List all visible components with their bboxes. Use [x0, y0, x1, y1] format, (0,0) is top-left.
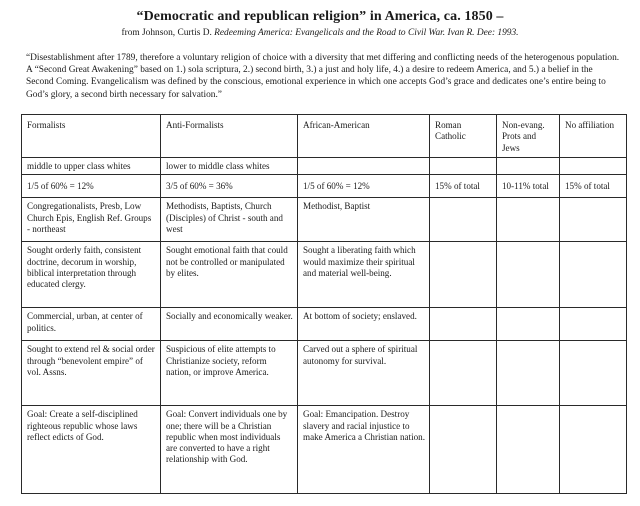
table-cell: [430, 158, 497, 175]
table-cell: Sought emotional faith that could not be controlled or manipulated by elites.: [161, 242, 298, 308]
table-cell: [430, 406, 497, 494]
table-cell: [560, 308, 627, 341]
table-cell: At bottom of society; enslaved.: [298, 308, 430, 341]
source-book: Redeeming America: Evangelicals and the Road to Civil War. Ivan R. Dee: 1993.: [214, 28, 519, 38]
table-cell: [497, 198, 560, 242]
table-row: [22, 341, 627, 406]
table-cell: [497, 308, 560, 341]
share-row: [22, 175, 627, 198]
header-cell: Anti-Formalists: [161, 115, 298, 158]
table-cell: Sought orderly faith, consistent doctrine, decorum in worship, biblical interpretation through educated clergy.: [22, 242, 161, 308]
table-row: [22, 198, 627, 242]
table-cell: 10-11% total: [497, 175, 560, 198]
table-cell: Methodists, Baptists, Church (Disciples) of Christ - south and west: [161, 198, 298, 242]
table-cell: Goal: Convert individuals one by one; there will be a Christian republic when most individuals are converted to have a right relationship with God.: [161, 406, 298, 494]
table-cell: lower to middle class whites: [161, 158, 298, 175]
table-header-row: [22, 115, 627, 158]
table-cell: 15% of total: [560, 175, 627, 198]
table-cell: [560, 158, 627, 175]
table-cell: 1/5 of 60% = 12%: [298, 175, 430, 198]
table-cell: 1/5 of 60% = 12%: [22, 175, 161, 198]
table-cell: [497, 341, 560, 406]
quote-paragraph: “Disestablishment after 1789, therefore a voluntary religion of choice with a diversity that met differing and conflicting needs of the heterogenous population. A “Second Great Awakening” based on 1.) sola scriptura, 2.) second birth, 3.) a just and holy life, 4.) a desire to redeem America, and 5.) a belief in the Second Coming. Evangelicalism was defined by the conscious, emotional experience in which one accepts God’s grace and dedicates one’s entire being to God’s glory, a second birth necessary for salvation.”: [26, 53, 620, 100]
header-cell: Formalists: [22, 115, 161, 158]
header-cell: No affiliation: [560, 115, 627, 158]
table-cell: [560, 341, 627, 406]
table-cell: Commercial, urban, at center of politics.: [22, 308, 161, 341]
source-citation: [0, 28, 640, 38]
class-row: [22, 158, 627, 175]
table-cell: Goal: Emancipation. Destroy slavery and racial injustice to make America a Christian nation.: [298, 406, 430, 494]
table-cell: [497, 242, 560, 308]
table-cell: [430, 242, 497, 308]
table-row: [22, 406, 627, 494]
table-cell: middle to upper class whites: [22, 158, 161, 175]
table-cell: [497, 406, 560, 494]
table-cell: Socially and economically weaker.: [161, 308, 298, 341]
table-cell: [430, 198, 497, 242]
header-cell: Roman Catholic: [430, 115, 497, 158]
table-row: [22, 308, 627, 341]
header-cell: African-American: [298, 115, 430, 158]
table-cell: Suspicious of elite attempts to Christianize society, reform nation, or improve America.: [161, 341, 298, 406]
table-cell: [560, 406, 627, 494]
header-cell: Non-evang. Prots and Jews: [497, 115, 560, 158]
table-cell: Methodist, Baptist: [298, 198, 430, 242]
table-row: [22, 242, 627, 308]
table-cell: [497, 158, 560, 175]
table-cell: [560, 198, 627, 242]
table-cell: Carved out a sphere of spiritual autonomy for survival.: [298, 341, 430, 406]
table-cell: [560, 242, 627, 308]
religion-table: [21, 114, 627, 494]
table-cell: 15% of total: [430, 175, 497, 198]
table-cell: Sought a liberating faith which would maximize their spiritual and material well-being.: [298, 242, 430, 308]
table-cell: [430, 341, 497, 406]
source-prefix: from Johnson, Curtis D.: [121, 28, 215, 38]
table-cell: Sought to extend rel & social order through “benevolent empire” of vol. Assns.: [22, 341, 161, 406]
table-cell: [430, 308, 497, 341]
table-cell: Congregationalists, Presb, Low Church Epis, English Ref. Groups - northeast: [22, 198, 161, 242]
document-title: “Democratic and republican religion” in America, ca. 1850 –: [136, 9, 504, 24]
table-cell: 3/5 of 60% = 36%: [161, 175, 298, 198]
table-cell: Goal: Create a self-disciplined righteous republic whose laws reflect edicts of God.: [22, 406, 161, 494]
table-cell: [298, 158, 430, 175]
